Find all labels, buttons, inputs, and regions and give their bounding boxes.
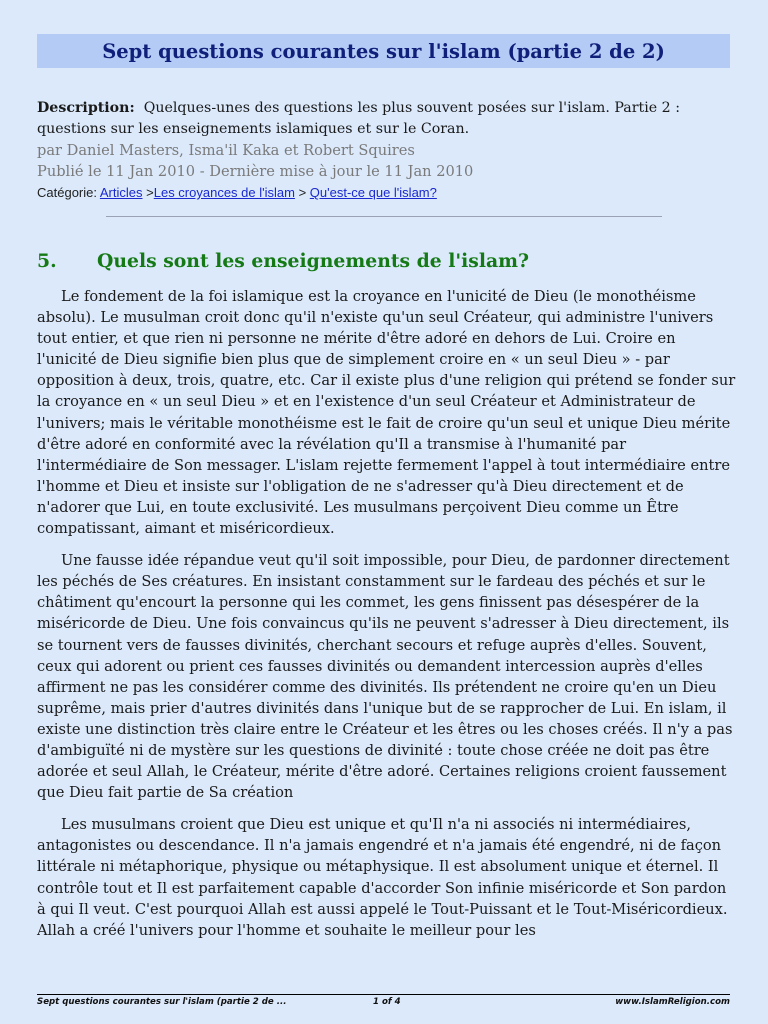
footer-title: Sept questions courantes sur l'islam (partie 2 de ... (37, 997, 287, 1007)
page-number: 1 of 4 (373, 997, 401, 1007)
breadcrumb-link-articles[interactable]: Articles (99, 185, 143, 200)
category-breadcrumb (37, 182, 737, 204)
page-title: Sept questions courantes sur l'islam (partie 2 de 2) (102, 39, 665, 63)
breadcrumb-link-beliefs[interactable]: Les croyances de l'islam (153, 185, 295, 200)
publish-date: Publié le 11 Jan 2010 - Dernière mise à jour le 11 Jan 2010 (37, 163, 474, 180)
divider (106, 216, 662, 217)
authors: par Daniel Masters, Isma'il Kaka et Robert Squires (37, 142, 415, 159)
section-number: 5. (37, 250, 57, 272)
breadcrumb-separator: > (294, 185, 310, 200)
paragraph: Le fondement de la foi islamique est la croyance en l'unicité de Dieu (le monothéisme absolu). Le musulman croit donc qu'il n'existe qu'un seul Créateur, qui administre l'univers tout entier, et que rien ni personne ne mérite d'être adoré en dehors de Lui. Croire en l'unicité de Dieu signifie bien plus que de simplement croire en « un seul Dieu » - par opposition à deux, trois, quatre, etc. Car il existe plus d'une religion qui prétend se fonder sur la croyance en « un seul Dieu » et en l'existence d'un seul Créateur et Administrateur de l'univers; mais le véritable monothéisme est le fait de croire qu'un seul et unique Dieu mérite d'être adoré en conformité avec la révélation qu'Il a transmise à l'humanité par l'intermédiaire de Son messager. L'islam rejette fermement l'appel à tout intermédiaire entre l'homme et Dieu et insiste sur l'obligation de ne s'adresser qu'à Dieu directement et de n'adorer que Lui, en toute exclusivité. Les musulmans perçoivent Dieu comme un Être compatissant, aimant et miséricordieux. (37, 288, 736, 538)
breadcrumb-link-what-is-islam[interactable]: Qu'est-ce que l'islam? (309, 185, 437, 200)
description (37, 98, 737, 140)
section-heading (37, 250, 737, 272)
description-text: Quelques-unes des questions les plus souvent posées sur l'islam. Partie 2 : questions sur les enseignements islamiques et sur le Coran. (37, 100, 680, 137)
page-footer (37, 994, 730, 1007)
section-title: Quels sont les enseignements de l'islam? (97, 250, 530, 272)
category-label: Catégorie: (37, 185, 97, 200)
breadcrumb-separator: > (142, 185, 154, 200)
article-meta (37, 98, 737, 204)
description-label: Description: (37, 100, 135, 116)
paragraph: Une fausse idée répandue veut qu'il soit impossible, pour Dieu, de pardonner directement les péchés de Ses créatures. En insistant constamment sur le fardeau des péchés et sur le châtiment qu'encourt la personne qui les commet, les gens finissent pas désespérer de la miséricorde de Dieu. Une fois convaincus qu'ils ne peuvent s'adresser à Dieu directement, ils se tournent vers de fausses divinités, cherchant secours et refuge auprès d'elles. Souvent, ceux qui adorent ou prient ces fausses divinités ou demandent intercession auprès d'elles affirment ne pas les considérer comme des divinités. Ils prétendent ne croire qu'en un Dieu suprême, mais prier d'autres divinités dans l'unique but de se rapprocher de Lui. En islam, il existe une distinction très claire entre le Créateur et les êtres ou les choses créés. Il n'y a pas d'ambiguïté ni de mystère sur les questions de divinité : toute chose créée ne doit pas être adorée et seul Allah, le Créateur, mérite d'être adoré. Certaines religions croient faussement que Dieu fait partie de Sa création (37, 552, 733, 802)
title-banner (37, 34, 730, 68)
article-body (37, 286, 737, 952)
paragraph: Les musulmans croient que Dieu est unique et qu'Il n'a ni associés ni intermédiaires, antagonistes ou descendance. Il n'a jamais engendré et n'a jamais été engendré, ni de façon littérale ni métaphorique, physique ou métaphysique. Il est absolument unique et éternel. Il contrôle tout et Il est parfaitement capable d'accorder Son infinie miséricorde et Son pardon à qui Il veut. C'est pourquoi Allah est aussi appelé le Tout-Puissant et le Tout-Miséricordieux. Allah a créé l'univers pour l'homme et souhaite le meilleur pour les (37, 816, 728, 939)
footer-site: www.IslamReligion.com (615, 997, 730, 1007)
